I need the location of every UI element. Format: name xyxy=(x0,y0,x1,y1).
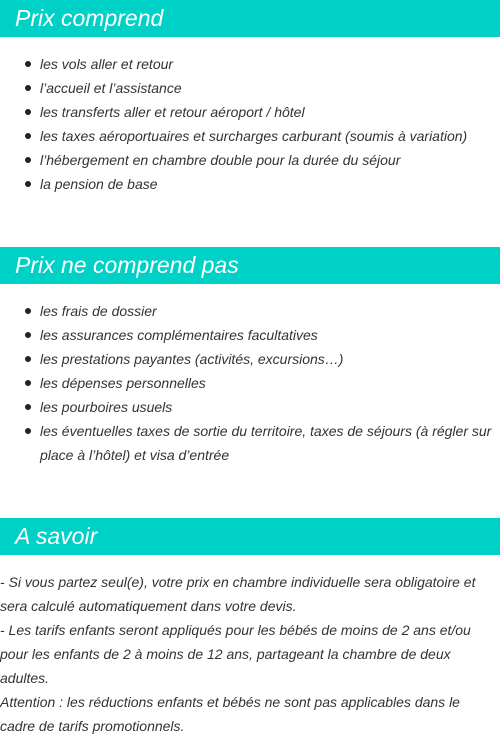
section-title: A savoir xyxy=(15,523,98,549)
bullet-icon xyxy=(25,308,31,314)
excluded-list xyxy=(0,299,500,467)
section-header-prix-ne-comprend-pas xyxy=(0,247,500,284)
bullet-icon xyxy=(25,181,31,187)
list-item: les vols aller et retour xyxy=(0,52,500,76)
list-item: les pourboires usuels xyxy=(0,395,500,419)
info-text xyxy=(0,570,500,738)
list-item: la pension de base xyxy=(0,172,500,196)
list-item: les taxes aéroportuaires et surcharges carburant (soumis à variation) xyxy=(0,124,500,148)
bullet-icon xyxy=(25,157,31,163)
info-paragraph: - Les tarifs enfants seront appliqués pour les bébés de moins de 2 ans et/ou pour les enfants de 2 à moins de 12 ans, partageant la chambre de deux adultes. xyxy=(0,622,471,686)
bullet-icon xyxy=(25,61,31,67)
list-item: l’accueil et l’assistance xyxy=(0,76,500,100)
list-item: les transferts aller et retour aéroport / hôtel xyxy=(0,100,500,124)
bullet-icon xyxy=(25,109,31,115)
included-list xyxy=(0,52,500,196)
bullet-icon xyxy=(25,404,31,410)
list-item: les assurances complémentaires facultatives xyxy=(0,323,500,347)
list-item: les éventuelles taxes de sortie du territoire, taxes de séjours (à régler sur place à l’hôtel) et visa d’entrée xyxy=(0,419,500,467)
section-title: Prix ne comprend pas xyxy=(15,252,239,278)
list-item: les dépenses personnelles xyxy=(0,371,500,395)
section-header-a-savoir xyxy=(0,518,500,555)
bullet-icon xyxy=(25,356,31,362)
bullet-icon xyxy=(25,85,31,91)
section-header-prix-comprend xyxy=(0,0,500,37)
section-title: Prix comprend xyxy=(15,5,164,31)
info-paragraph: Attention : les réductions enfants et bébés ne sont pas applicables dans le cadre de tarifs promotionnels. xyxy=(0,694,460,734)
bullet-icon xyxy=(25,380,31,386)
bullet-icon xyxy=(25,133,31,139)
list-item: les prestations payantes (activités, excursions…) xyxy=(0,347,500,371)
info-paragraph: - Si vous partez seul(e), votre prix en chambre individuelle sera obligatoire et sera calculé automatiquement dans votre devis. xyxy=(0,574,476,614)
bullet-icon xyxy=(25,332,31,338)
bullet-icon xyxy=(25,428,31,434)
list-item: l’hébergement en chambre double pour la durée du séjour xyxy=(0,148,500,172)
list-item: les frais de dossier xyxy=(0,299,500,323)
